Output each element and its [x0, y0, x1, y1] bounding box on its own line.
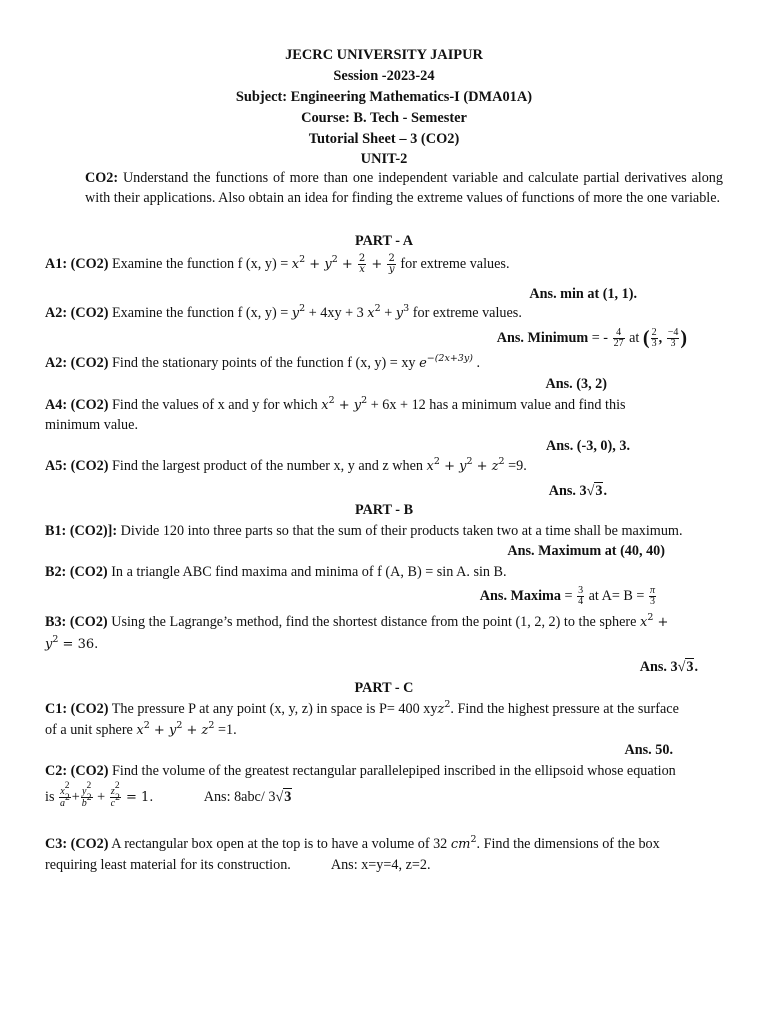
co2-text: Understand the functions of more than one independent variable and calculate partial derivatives along with their applications. Also obtain an idea for finding the extreme values of functions of more the one variable.	[85, 170, 723, 206]
part-a-title: PART - A	[354, 233, 414, 249]
question-label: C2: (CO2)	[45, 763, 109, 779]
part-b-title: PART - B	[354, 502, 414, 518]
university-name: JECRC UNIVERSITY JAIPUR	[285, 47, 483, 63]
question-label: A5: (CO2)	[45, 458, 109, 474]
question-c2-line2: is $\frac{x^2}{a^2}$ + $\frac{y^2}{b^2}$ + $\frac{z^2}{c^2}$ = 1. Ans: 8abc/ 3√3	[45, 781, 292, 809]
question-b1: B1: (CO2)]: Divide 120 into three parts so that the sum of their products taken two at a time shall be maximum.	[45, 523, 683, 539]
answer-a5: Ans. 3√3.	[548, 483, 607, 499]
question-a5: A5: (CO2) Find the largest product of the number x, y and z when $x^2 + y^2 + z^2 =9$.	[45, 456, 527, 474]
question-c3: C3: (CO2) A rectangular box open at the top is to have a volume of 32 $cm^2$. Find the dimensions of the box	[45, 834, 660, 852]
subject-line: Subject: Engineering Mathematics-I (DMA01A)	[235, 89, 533, 105]
tutorial-sheet-title: Tutorial Sheet – 3 (CO2)	[308, 131, 460, 147]
question-a4-line2: minimum value.	[45, 417, 138, 433]
question-a1: A1: (CO2) Examine the function f (x, $y) = x^2 + y^2$ + $\frac{2}{x}$ + $\frac{2}{y}$ for extreme values.	[45, 253, 510, 275]
question-label: A4: (CO2)	[45, 397, 109, 413]
course-line: Course: B. Tech - Semester	[301, 110, 467, 126]
question-label: A2: (CO2)	[45, 355, 109, 371]
question-label: C3: (CO2)	[45, 836, 109, 852]
answer-a2: Ans. Minimum = - $\frac{4}{27}$ at ( $\frac{2}{3}$ , $\frac{-4}{3}$ )	[496, 327, 687, 350]
question-a4: A4: (CO2) Find the values of x and y for which $x^2 + y^2 + 6x + 12$ has a minimum value and find this	[45, 395, 626, 413]
question-b2: B2: (CO2) In a triangle ABC find maxima and minima of f (A, B) = sin A. sin B.	[45, 564, 507, 580]
question-b3: B3: (CO2) Using the Lagrange’s method, find the shortest distance from the point (1, 2, 2) to the sphere $x^2$ +	[45, 612, 669, 630]
answer-a1: Ans. min at (1, 1).	[529, 286, 637, 302]
question-c1-line2: of a unit sphere $x^2 + y^2 + z^2 =1$.	[45, 720, 237, 738]
answer-c3: Ans: x=y=4, z=2.	[330, 857, 431, 873]
question-label: B2: (CO2)	[45, 564, 108, 580]
session-line: Session -2023-24	[333, 68, 435, 84]
question-a3: A2: (CO2) Find the stationary points of the function f (x, y) = xy $e^{-(2x+3y)}$ .	[45, 353, 481, 371]
answer-a3: Ans. (3, 2)	[545, 376, 607, 392]
answer-b3: Ans. 3√3.	[639, 659, 698, 675]
unit-title: UNIT-2	[360, 151, 408, 167]
answer-a4: Ans. (-3, 0), 3.	[546, 438, 630, 454]
answer-b2: Ans. Maxima = $\frac{3}{4}$ at A= B = $\frac{\pi}{3}$	[479, 585, 655, 608]
co2-label: CO2:	[85, 170, 119, 186]
answer-b1: Ans. Maximum at (40, 40)	[507, 543, 665, 559]
question-label: A1: (CO2)	[45, 256, 109, 272]
question-c1: C1: (CO2) The pressure P at any point (x, y, z) in space is P= 400 xyz$^2$. Find the highest pressure at the surface	[45, 699, 679, 717]
question-a2: A2: (CO2) Examine the function f (x, $y) = y^2 + 4xy + 3$ $x^2 + y^3$ for extreme values.	[45, 303, 522, 321]
co2-statement	[85, 168, 723, 208]
question-c2: C2: (CO2) Find the volume of the greatest rectangular parallelepiped inscribed in the ellipsoid whose equation	[45, 763, 676, 779]
question-label: B1: (CO2)]:	[45, 523, 118, 539]
question-label: C1: (CO2)	[45, 701, 109, 717]
answer-c1: Ans. 50.	[624, 742, 673, 758]
part-c-title: PART - C	[354, 680, 414, 696]
question-label: A2: (CO2)	[45, 305, 109, 321]
question-b3-line2: $y^2 = 36$.	[45, 634, 99, 652]
answer-c2: Ans: 8abc/ 3√3	[203, 788, 292, 805]
question-c3-line2: requiring least material for its construction. Ans: x=y=4, z=2.	[45, 857, 431, 873]
question-label: B3: (CO2)	[45, 614, 108, 630]
